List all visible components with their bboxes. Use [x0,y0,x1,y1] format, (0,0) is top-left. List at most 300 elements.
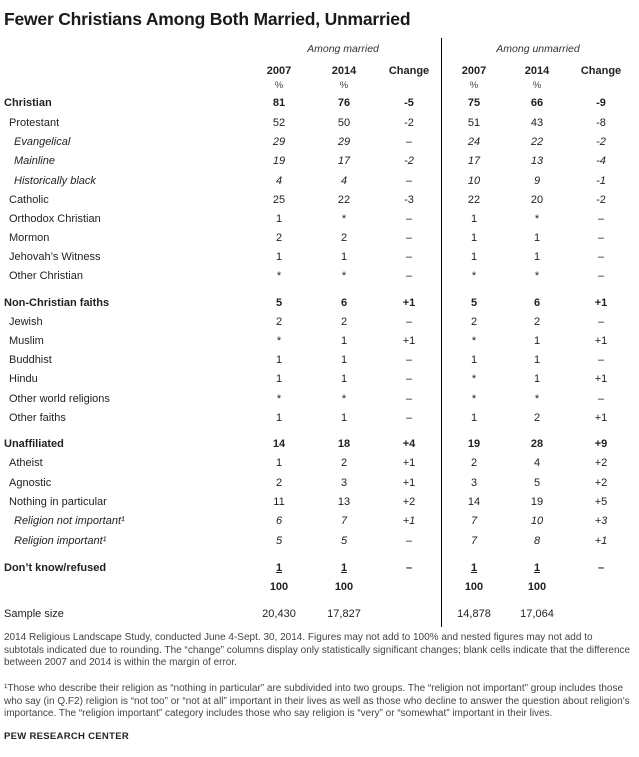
percent-label: % [274,80,284,91]
table-cell [379,251,439,263]
table-row [0,373,639,392]
footnote: ¹Those who describe their religion as “nothing in particular” are subdivided into two groups. The “religion not important” group includes those who say (in Q.F2) religion is “not too” or “not at all” important in their lives as well as those who decline to answer the question about religion’s importance. The “religion important” category includes those who say religion is “very” or “somewhat” important in their lives. [4,683,630,719]
table-row [0,270,639,289]
table-cell [314,412,374,424]
table-cell [571,213,631,225]
cell-value: 66 [530,97,544,109]
cell-value: * [534,393,540,405]
cell-value: – [405,136,413,148]
table-cell [571,535,631,547]
table-cell [507,515,567,527]
table-cell [379,136,439,148]
col-header-married-change: Change [388,65,430,77]
cell-value: -4 [596,155,606,167]
cell-value: -1 [596,175,606,187]
cell-value: 1 [470,213,478,225]
cell-value: 5 [275,535,283,547]
table-row [0,316,639,335]
table-cell [249,335,309,347]
cell-value: 18 [337,438,351,450]
table-cell [249,136,309,148]
table-cell [314,194,374,206]
cell-value: – [405,316,413,328]
table-cell [249,412,309,424]
table-cell [379,175,439,187]
table-cell [571,175,631,187]
cell-value: – [405,232,413,244]
cell-value: 1 [340,373,348,385]
table-cell [444,213,504,225]
row-label: Muslim [9,335,44,347]
cell-value: – [405,270,413,282]
table-cell [249,213,309,225]
table-cell [571,393,631,405]
row-label: Orthodox Christian [9,213,101,225]
cell-value: +1 [594,535,608,547]
cell-value: 29 [337,136,351,148]
table-cell [249,457,309,469]
source-credit: PEW RESEARCH CENTER [4,731,129,742]
cell-value: 14 [272,438,286,450]
table-cell [314,175,374,187]
table-cell [249,477,309,489]
table-row [0,175,639,194]
cell-value: 2 [533,412,541,424]
cell-value: 76 [337,97,351,109]
table-cell [571,251,631,263]
table-cell [444,194,504,206]
cell-value: 17,827 [327,608,361,620]
cell-value: – [597,562,605,574]
table-cell [379,354,439,366]
cell-value: 1 [533,232,541,244]
cell-value: – [405,393,413,405]
table-cell [571,155,631,167]
cell-value: 2 [470,316,478,328]
table-cell [314,335,374,347]
cell-value: 19 [467,438,481,450]
table-row [0,136,639,155]
table-cell [444,155,504,167]
table-cell [314,117,374,129]
table-cell [507,270,567,282]
table-cell [249,175,309,187]
cell-value: +1 [594,412,608,424]
table-row [0,393,639,412]
table-cell [571,117,631,129]
cell-value: 1 [470,412,478,424]
table-cell [507,136,567,148]
cell-value: 100 [269,581,289,593]
cell-value: * [276,335,282,347]
table-cell [379,335,439,347]
cell-value: 1 [275,251,283,263]
cell-value: 25 [272,194,286,206]
table-cell [379,194,439,206]
cell-value: 2 [340,232,348,244]
row-label: Hindu [9,373,38,385]
table-cell [249,316,309,328]
table-row [0,535,639,554]
cell-value: 1 [533,562,541,574]
table-cell [444,608,504,620]
cell-value: 4 [533,457,541,469]
cell-value: 19 [272,155,286,167]
cell-value: 5 [275,297,283,309]
col-header-unmarried-change: Change [580,65,622,77]
cell-value: 4 [275,175,283,187]
table-cell [314,270,374,282]
table-cell [314,496,374,508]
cell-value: +1 [402,477,416,489]
cell-value: +5 [594,496,608,508]
row-label: Other faiths [9,412,66,424]
cell-value: 20,430 [262,608,296,620]
cell-value: 1 [275,457,283,469]
cell-value: +1 [402,335,416,347]
cell-value: 100 [464,581,484,593]
table-cell [571,515,631,527]
cell-value: -3 [404,194,414,206]
table-cell [379,270,439,282]
table-cell [507,117,567,129]
table-cell [444,412,504,424]
table-cell [444,316,504,328]
cell-value: * [534,270,540,282]
table-cell [314,316,374,328]
table-cell [444,457,504,469]
cell-value: 1 [340,354,348,366]
row-label: Catholic [9,194,49,206]
table-cell [507,316,567,328]
cell-value: – [405,373,413,385]
table-cell [444,354,504,366]
table-cell [249,581,309,593]
table-cell [314,155,374,167]
table-row [0,562,639,581]
table-row [0,608,639,627]
table-cell [314,354,374,366]
row-label: Don’t know/refused [4,562,107,574]
table-cell [444,335,504,347]
cell-value: 52 [272,117,286,129]
row-label: Jewish [9,316,43,328]
cell-value: 4 [340,175,348,187]
table-cell [249,496,309,508]
table-cell [444,232,504,244]
table-cell [249,535,309,547]
cell-value: 17 [467,155,481,167]
table-cell [379,496,439,508]
table-cell [444,136,504,148]
cell-value: 2 [533,316,541,328]
cell-value: – [597,213,605,225]
table-cell [249,270,309,282]
row-label: Historically black [14,175,96,187]
table-cell [444,438,504,450]
table-cell [249,155,309,167]
table-cell [314,562,374,574]
table-cell [571,373,631,385]
cell-value: -2 [596,136,606,148]
table-row [0,297,639,316]
cell-value: * [341,393,347,405]
cell-value: 19 [530,496,544,508]
table-cell [314,477,374,489]
table-cell [379,457,439,469]
table-cell [571,457,631,469]
cell-value: -5 [404,97,414,109]
cell-value: 75 [467,97,481,109]
cell-value: +3 [594,515,608,527]
table-cell [507,297,567,309]
cell-value: +2 [594,477,608,489]
methodology-note: 2014 Religious Landscape Study, conducted June 4-Sept. 30, 2014. Figures may not add to 100% and nested figures may not add to subtotals indicated due to rounding. The “change” columns display only statistically significant changes; blank cells indicate that the difference between 2007 and 2014 is within the margin of error. [4,632,631,668]
table-cell [571,270,631,282]
table-cell [444,251,504,263]
cell-value: – [597,393,605,405]
cell-value: 5 [340,535,348,547]
cell-value: * [276,270,282,282]
col-header-unmarried-2014: 2014 [524,65,550,77]
cell-value: 1 [533,335,541,347]
cell-value: * [276,393,282,405]
table-cell [507,535,567,547]
table-cell [314,535,374,547]
table-cell [444,515,504,527]
table-cell [314,457,374,469]
cell-value: +1 [402,457,416,469]
cell-value: +2 [402,496,416,508]
cell-value: 2 [340,316,348,328]
table-cell [507,373,567,385]
table-cell [314,581,374,593]
cell-value: 1 [340,562,348,574]
table-cell [507,608,567,620]
table-cell [314,251,374,263]
cell-value: – [405,562,413,574]
cell-value: 2 [275,477,283,489]
table-cell [379,232,439,244]
table-cell [571,438,631,450]
cell-value: 6 [533,297,541,309]
table-row [0,581,639,600]
table-cell [444,477,504,489]
cell-value: – [405,251,413,263]
table-cell [249,232,309,244]
row-label: Unaffiliated [4,438,64,450]
cell-value: 1 [275,354,283,366]
table-cell [507,175,567,187]
table-row [0,412,639,431]
table-cell [444,297,504,309]
percent-label: % [339,80,349,91]
cell-value: 28 [530,438,544,450]
table-cell [379,562,439,574]
table-cell [571,316,631,328]
cell-value: 2 [470,457,478,469]
cell-value: 7 [340,515,348,527]
cell-value: 10 [530,515,544,527]
row-label: Evangelical [14,136,71,148]
table-row [0,438,639,457]
table-cell [379,438,439,450]
cell-value: 17 [337,155,351,167]
table-cell [314,97,374,109]
table-cell [571,136,631,148]
cell-value: 1 [470,562,478,574]
table-cell [571,496,631,508]
row-label: Religion not important¹ [14,515,125,527]
cell-value: 2 [275,316,283,328]
cell-value: 14,878 [457,608,491,620]
page-title: Fewer Christians Among Both Married, Unmarried [4,9,411,29]
table-cell [507,412,567,424]
table-cell [507,354,567,366]
cell-value: 7 [470,535,478,547]
row-label: Other Christian [9,270,83,282]
cell-value: 20 [530,194,544,206]
cell-value: 51 [467,117,481,129]
table-row [0,496,639,515]
cell-value: * [471,270,477,282]
cell-value: -9 [596,97,606,109]
table-cell [444,496,504,508]
row-label: Mainline [14,155,55,167]
table-cell [444,117,504,129]
table-cell [507,155,567,167]
col-header-married-2014: 2014 [331,65,357,77]
table-cell [444,373,504,385]
row-label: Christian [4,97,52,109]
cell-value: 5 [470,297,478,309]
cell-value: 14 [467,496,481,508]
cell-value: 50 [337,117,351,129]
cell-value: +1 [402,515,416,527]
col-header-unmarried-2007: 2007 [461,65,487,77]
cell-value: 29 [272,136,286,148]
cell-value: 1 [340,335,348,347]
cell-value: 1 [533,354,541,366]
table-cell [249,515,309,527]
cell-value: – [597,354,605,366]
cell-value: – [405,412,413,424]
table-cell [571,477,631,489]
cell-value: 5 [533,477,541,489]
table-cell [314,297,374,309]
table-cell [507,335,567,347]
cell-value: 100 [334,581,354,593]
row-label: Agnostic [9,477,52,489]
table-cell [379,373,439,385]
cell-value: 1 [275,562,283,574]
table-cell [571,97,631,109]
row-label: Religion important¹ [14,535,107,547]
table-cell [379,477,439,489]
cell-value: * [341,270,347,282]
table-cell [314,515,374,527]
table-cell [249,373,309,385]
table-cell [314,136,374,148]
table-row [0,117,639,136]
table-cell [249,297,309,309]
group-header-unmarried: Among unmarried [496,43,580,55]
cell-value: 1 [275,373,283,385]
table-cell [507,496,567,508]
table-cell [314,373,374,385]
cell-value: – [405,354,413,366]
table-row [0,335,639,354]
table-cell [571,297,631,309]
table-cell [314,232,374,244]
table-cell [507,194,567,206]
percent-label: % [532,80,542,91]
table-cell [571,232,631,244]
table-cell [379,515,439,527]
cell-value: * [341,213,347,225]
table-cell [379,213,439,225]
cell-value: +1 [594,373,608,385]
row-label: Buddhist [9,354,52,366]
cell-value: -2 [596,194,606,206]
table-cell [314,213,374,225]
table-cell [249,608,309,620]
table-cell [444,270,504,282]
table-cell [507,232,567,244]
cell-value: -2 [404,155,414,167]
table-cell [379,412,439,424]
cell-value: 2 [275,232,283,244]
cell-value: 1 [470,354,478,366]
cell-value: 6 [340,297,348,309]
table-cell [507,581,567,593]
cell-value: 24 [467,136,481,148]
cell-value: 43 [530,117,544,129]
cell-value: – [405,535,413,547]
table-cell [444,562,504,574]
row-label: Mormon [9,232,50,244]
cell-value: 1 [275,213,283,225]
row-label: Sample size [4,608,64,620]
cell-value: +4 [402,438,416,450]
cell-value: * [471,373,477,385]
table-row [0,354,639,373]
row-label: Nothing in particular [9,496,107,508]
table-row [0,477,639,496]
cell-value: 13 [337,496,351,508]
cell-value: 1 [470,232,478,244]
table-row [0,213,639,232]
col-header-married-2007: 2007 [266,65,292,77]
percent-label: % [469,80,479,91]
cell-value: 13 [530,155,544,167]
cell-value: – [597,270,605,282]
table-row [0,251,639,270]
cell-value: -2 [404,117,414,129]
table-cell [571,335,631,347]
row-label: Jehovah’s Witness [9,251,101,263]
cell-value: 3 [470,477,478,489]
cell-value: * [471,335,477,347]
cell-value: * [534,213,540,225]
cell-value: +1 [594,297,608,309]
table-row [0,155,639,174]
cell-value: * [471,393,477,405]
cell-value: 1 [470,251,478,263]
cell-value: 8 [533,535,541,547]
table-cell [571,354,631,366]
table-cell [379,155,439,167]
